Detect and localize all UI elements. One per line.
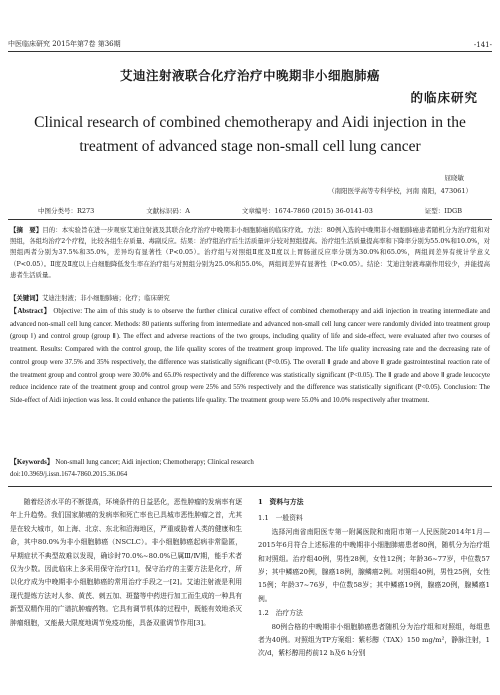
- title-english-line1: Clinical research of combined chemotherapy and Aidi injection in the: [34, 114, 466, 131]
- keywords-en-label: 【Keywords】: [10, 459, 54, 466]
- affiliation: （南阳医学高等专科学校，河南 南阳，473061）: [328, 187, 472, 195]
- abstract-en-text: Objective: The aim of this study is to observe the further clinical curative effect of combined chemotherapy and aidi injection in treating intermediate and advanced non-small cell lung cancer. Methods: 80 patients suffering from intermediate and advanced non-small cell lung cancer were randomly divided into treatment group (group Ⅰ) and control group (group Ⅱ). The effect and adverse reactions of the two groups, including quality of life and side-effect, were evaluated after two courses of treatment. Results: Compared with the control group, the life quality scores of the treatment group improved. The life quality increasing rate and the decreasing rate of control group were 37.5% and 35% respectively, the difference was statistically significant (P<0.05). The overall Ⅱ grade and above Ⅱ grade gastrointestinal reaction rate of the treatment group and control group were 30.0% and 65.0% respectively and the difference was statistically significant (P<0.05). The Ⅱ grade and above Ⅱ grade leucocyte reduce incidence rate of the treatment group and control group were 25% and 55% respectively and the difference was statistically significant (P<0.05). Conclusion: The Side-effect of Aidi injection was less. It could enhance the patients life quality. The treatment group were 55.0% and 10.0% respectively after treatment.: [10, 308, 490, 404]
- general-data-paragraph: 选择河南省南阳医专第一附属医院和南阳市第一人民医院2014年1月—2015年6月符合上述标准的中晚期非小细胞肺癌患者80例，随机分为治疗组和对照组。治疗组40例，男性28例，女性12例；年龄36~77岁，中位数57岁；其中鳞癌20例，腺癌18例，腺鳞癌2例。对照组40例，男性25例，女性15例；年龄37~76岁，中位数58岁；其中鳞癌19例，腺癌20例，腺鳞癌1例。: [258, 527, 490, 603]
- keywords-chinese: [10, 293, 490, 304]
- journal-info: 中医临床研究 2015年第7卷 第36期: [8, 40, 121, 48]
- author: 屈晓敏: [444, 174, 464, 182]
- article-meta: [38, 206, 462, 215]
- divider-top: [8, 219, 492, 220]
- doi: doi:10.3969/j.issn.1674-7860.2015.36.064: [10, 471, 128, 478]
- title-english-line2: treatment of advanced stage non-small cell lung cancer: [79, 138, 421, 155]
- keywords-cn-label: 【关键词】: [10, 294, 42, 302]
- divider-bottom: [8, 486, 492, 487]
- abstract-cn-text: 目的：本实验旨在进一步观察艾迪注射液及其联合化疗治疗中晚期非小细胞肺癌的临床疗效。方法：80例入选的中晚期非小细胞肺癌患者随机分为治疗组和对照组，各组均治疗2个疗程，比较各组生存质量、毒副反应。结果：治疗组治疗后生活质量评分较对照组提高。治疗组生活质量提高率和下降率分别为55.0%和10.0%，对照组两者分别为37.5%和35.0%，差异均有显著性（P<0.05）。治疗组与对照组Ⅱ度及Ⅱ度以上胃肠道反应率分别为30.0%和65.0%，两组间差异有统计学意义（P<0.05）。Ⅱ度及Ⅱ度以上白细胞降低发生率在治疗组与对照组分别为25.0%和55.0%，两组间差异有显著性（P<0.05）。结论：艾迪注射液毒副作用较少，并能提高患者生活质量。: [10, 226, 490, 279]
- abstract-english: [10, 306, 490, 408]
- page-number: -141-: [473, 41, 492, 49]
- intro-paragraph: 随着经济水平的不断提高，环境条件的日益恶化，恶性肿瘤的发病率有逐年上升趋势。我们国家肺癌的发病率和死亡率也已具城市恶性肿瘤之首，尤其是在较大城市，如上海、北京、东北和沿海地区，严重威胁着人类的健康和生命，其中80.0%为非小细胞肺癌（NSCLC）。非小细胞肺癌起病非常隐匿，早期症状不典型故难以发现，确诊时70.0%~80.0%已属Ⅲ/Ⅳ期，能手术者仅为少数。因此临床上多采用保守治疗[1]，保守治疗的主要方法是化疗，所以化疗成为中晚期非小细胞肺癌的常用治疗手段之一[2]。艾迪注射液是利用现代提炼方法对人参、黄芪、刺五加、斑蝥等中药进行加工而生成的一种具有新型双精作用的广谱抗肿瘤药物。它具有调节机体的过程中，既能有效地杀灭肿瘤细胞，又能最大限度地调节免疫功能，具备双重调节作用[3]。: [10, 498, 242, 627]
- article-number: 文章编号：1674-7860 (2015) 36-0141-03: [241, 207, 373, 215]
- cert-type: 证型：IDGB: [424, 207, 462, 215]
- running-header: [8, 38, 492, 52]
- treatment-paragraph: 80例合格的中晚期非小细胞肺癌患者随机分为治疗组和对照组，每组患者为40例。对照组为TP方案组：紫杉醇（TAX）150 mg/m²，静脉注射，1次/d，紫杉醇用药前12 h及6 h分别: [258, 622, 490, 658]
- body-left-column: [10, 496, 242, 630]
- title-chinese-line2: 的临床研究: [410, 90, 478, 105]
- body-right-column: [258, 496, 490, 661]
- clc-number: 中图分类号：R273: [38, 207, 95, 215]
- title-chinese-line1: 艾迪注射液联合化疗治疗中晚期非小细胞肺癌: [119, 68, 380, 83]
- title-english: [0, 111, 500, 159]
- subsection-heading-1: 1.1 一般资料: [258, 514, 303, 523]
- abstract-chinese: [10, 225, 490, 281]
- keywords-en-text: Non-small lung cancer; Aidi injection; Chemotherapy; Clinical research: [55, 459, 254, 466]
- section-heading: 1 资料与方法: [258, 498, 304, 506]
- abstract-en-label: 【Abstract】: [10, 308, 52, 315]
- keywords-cn-text: 艾迪注射液；非小细胞肺癌；化疗；临床研究: [41, 294, 170, 302]
- document-code: 文献标识码：A: [146, 207, 190, 215]
- keywords-english: [10, 457, 490, 470]
- abstract-cn-label: 【摘 要】: [10, 226, 43, 234]
- subsection-heading-2: 1.2 治疗方法: [258, 609, 303, 618]
